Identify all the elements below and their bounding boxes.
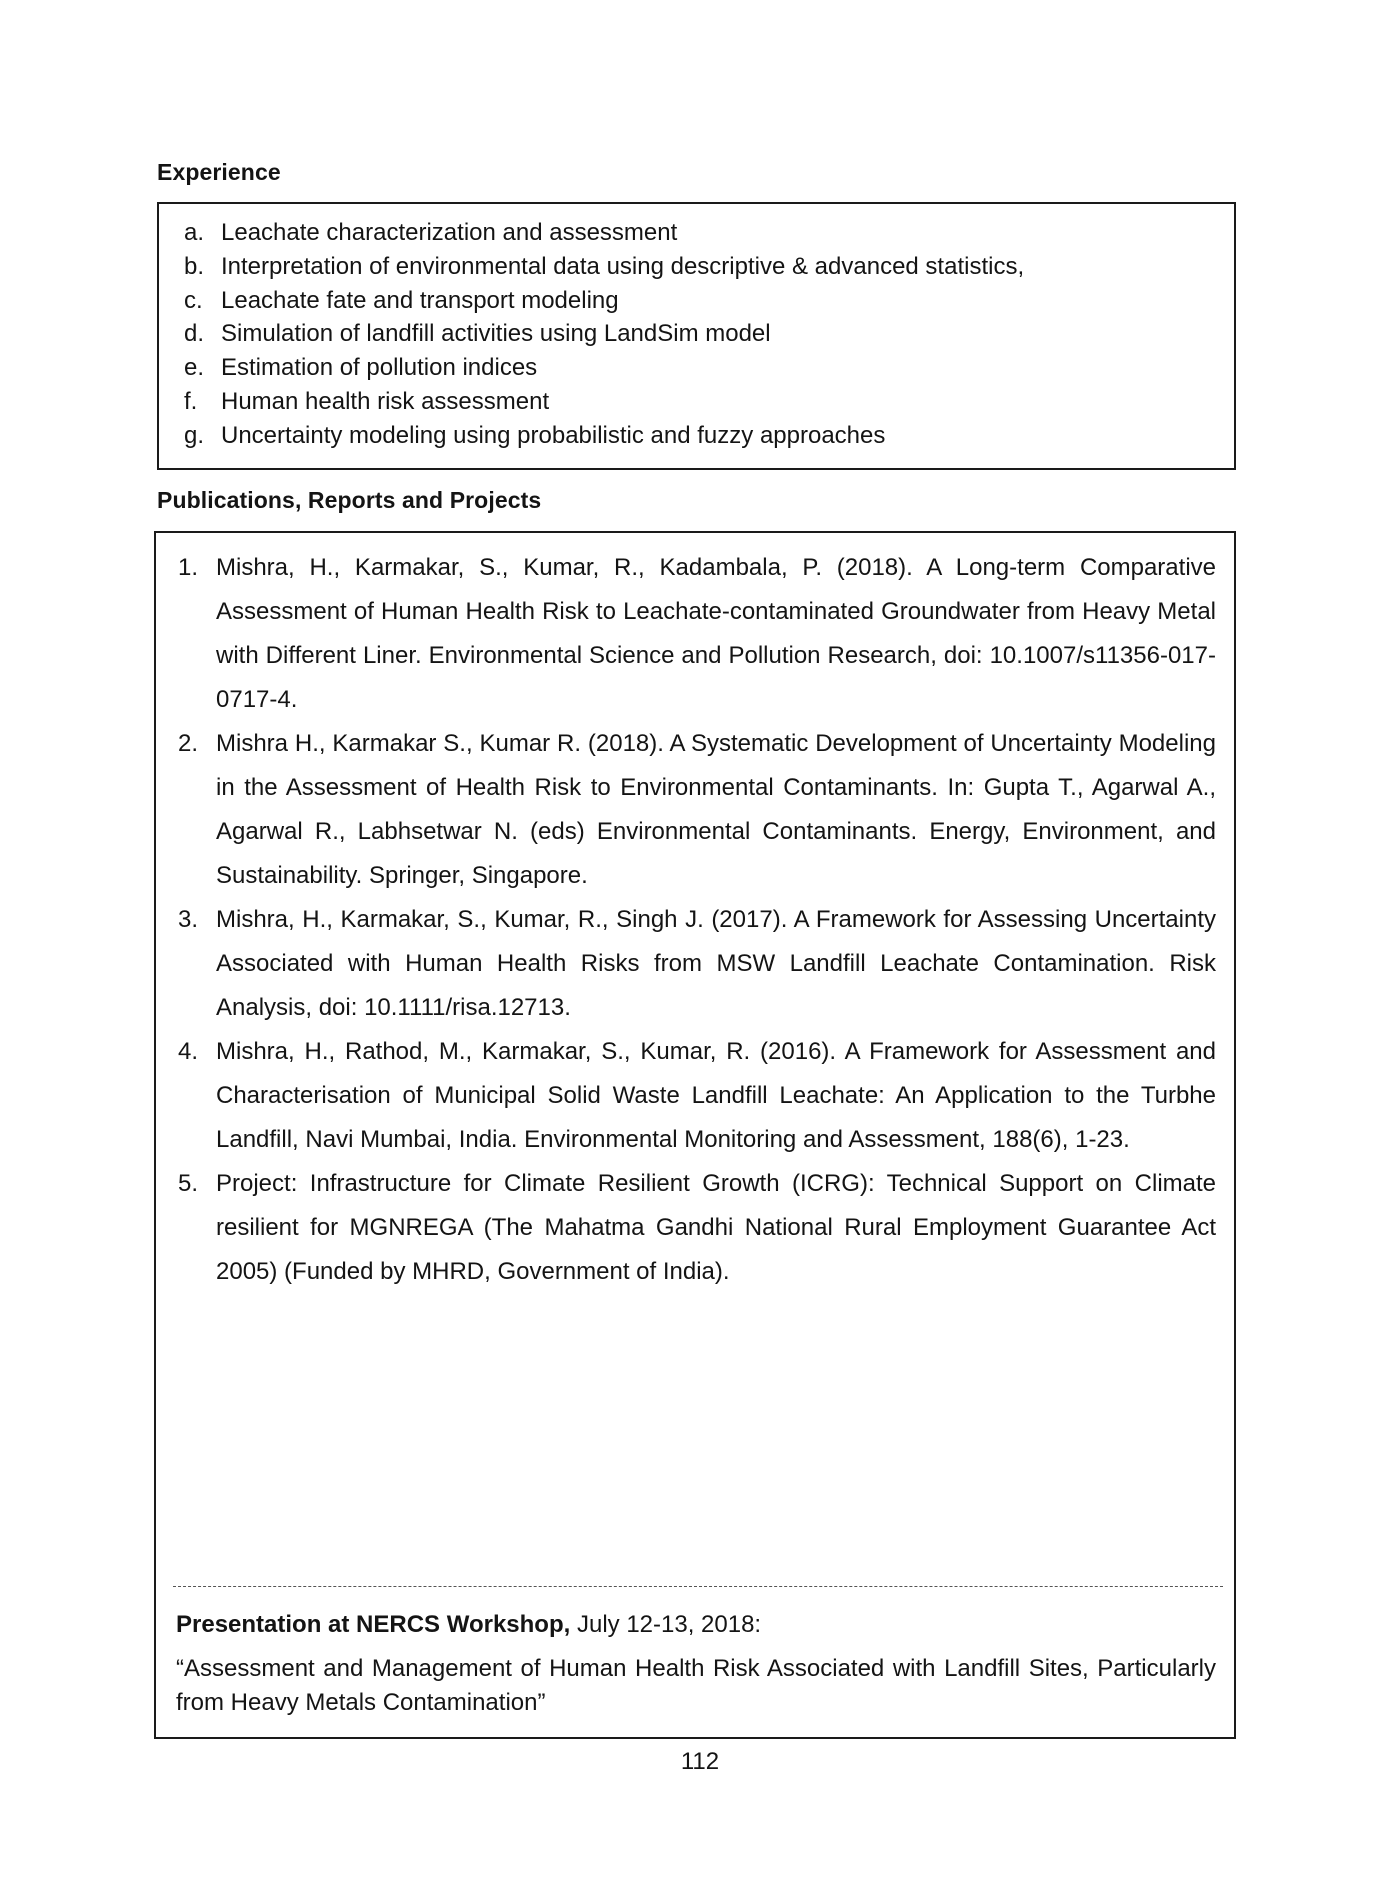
publication-text: Mishra, H., Karmakar, S., Kumar, R., Singh J. (2017). A Framework for Assessing Uncertainty Associated with Human Health Risks from MSW Landfill Leachate Contamination. Risk Analysis, doi: 10.1111/risa.12713. (216, 906, 1216, 1021)
presentation-date: July 12-13, 2018: (570, 1611, 762, 1638)
publications-box (154, 531, 1236, 1739)
experience-item (184, 216, 1204, 250)
publication-text: Mishra, H., Karmakar, S., Kumar, R., Kadambala, P. (2018). A Long-term Comparative Assessment of Human Health Risk to Leachate-contaminated Groundwater from Heavy Metal with Different Liner. Environmental Science and Pollution Research, doi: 10.1007/s11356-017-0717-4. (216, 554, 1216, 713)
presentation-label: Presentation at NERCS Workshop, (176, 1611, 571, 1638)
experience-item (184, 351, 1204, 385)
experience-item-letter: g. (184, 421, 205, 449)
experience-item-letter: a. (184, 219, 205, 246)
experience-item (184, 250, 1204, 284)
publication-item (178, 898, 1216, 1030)
experience-item-letter: b. (184, 252, 205, 280)
experience-box (157, 202, 1236, 470)
experience-item-text: Interpretation of environmental data using descriptive & advanced statistics, (221, 252, 1025, 280)
experience-item-letter: c. (184, 286, 203, 314)
publication-text: Mishra, H., Rathod, M., Karmakar, S., Kumar, R. (2016). A Framework for Assessment and Characterisation of Municipal Solid Waste Landfill Leachate: An Application to the Turbhe Landfill, Navi Mumbai, India. Environmental Monitoring and Assessment, 188(6), 1-23. (216, 1038, 1216, 1153)
publications-list (178, 546, 1216, 1294)
publication-text: Mishra H., Karmakar S., Kumar R. (2018). A Systematic Development of Uncertainty Modeling in the Assessment of Health Risk to Environmental Contaminants. In: Gupta T., Agarwal A., Agarwal R., Labhsetwar N. (eds) Environmental Contaminants. Energy, Environment, and Sustainability. Springer, Singapore. (216, 730, 1216, 889)
experience-item (184, 419, 1204, 453)
publication-number: 1. (178, 554, 199, 581)
section-divider (173, 1586, 1223, 1587)
publication-item (178, 546, 1216, 722)
page-number: 112 (680, 1748, 720, 1775)
publication-item (178, 1030, 1216, 1162)
experience-item (184, 284, 1204, 318)
experience-list (184, 216, 1204, 453)
experience-heading: Experience (157, 159, 281, 185)
presentation-line (176, 1608, 1216, 1642)
experience-item-text: Estimation of pollution indices (221, 354, 538, 382)
presentation-block (176, 1608, 1216, 1720)
publication-number: 4. (178, 1038, 199, 1065)
experience-item-text: Leachate fate and transport modeling (221, 286, 619, 314)
publications-heading: Publications, Reports and Projects (157, 487, 542, 513)
experience-item-text: Human health risk assessment (221, 387, 550, 415)
experience-item (184, 385, 1204, 419)
experience-item-letter: e. (184, 354, 205, 382)
experience-item-letter: f. (184, 387, 198, 415)
experience-item-letter: d. (184, 320, 205, 348)
publication-item (178, 722, 1216, 898)
experience-item-text: Simulation of landfill activities using LandSim model (221, 320, 771, 348)
publication-item (178, 1162, 1216, 1294)
publication-text: Project: Infrastructure for Climate Resilient Growth (ICRG): Technical Support on Climate resilient for MGNREGA (The Mahatma Gandhi National Rural Employment Guarantee Act 2005) (Funded by MHRD, Government of India). (216, 1170, 1216, 1285)
presentation-title: “Assessment and Management of Human Health Risk Associated with Landfill Sites, Particularly from Heavy Metals Contamination” (176, 1655, 1216, 1716)
experience-item-text: Uncertainty modeling using probabilistic and fuzzy approaches (221, 421, 886, 449)
experience-item-text: Leachate characterization and assessment (221, 219, 678, 246)
publication-number: 3. (178, 906, 199, 933)
experience-item (184, 317, 1204, 351)
publication-number: 2. (178, 730, 199, 757)
publication-number: 5. (178, 1170, 199, 1197)
